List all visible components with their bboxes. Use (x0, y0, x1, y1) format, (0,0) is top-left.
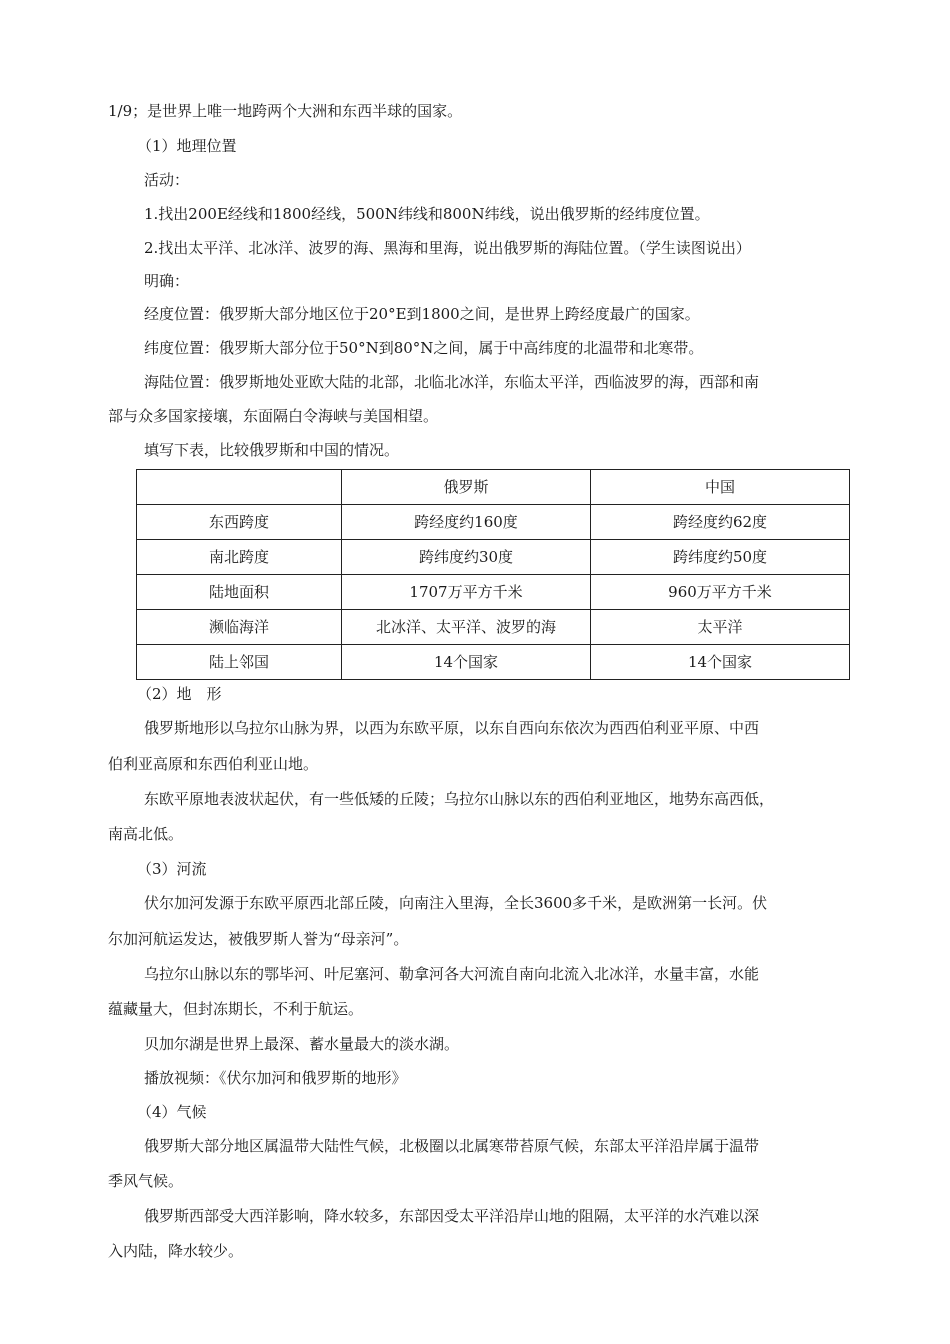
table-cell: 北冰洋、太平洋、波罗的海 (342, 610, 591, 645)
table-cell: 跨纬度约30度 (342, 540, 591, 575)
heading-climate: （4）气候 (137, 1103, 207, 1121)
activity-item-2: 2.找出太平洋、北冰洋、波罗的海、黑海和里海，说出俄罗斯的海陆位置。（学生读图说出） (144, 239, 751, 257)
table-header-cell: 俄罗斯 (342, 470, 591, 505)
paragraph-siberian-rivers-b: 蕴藏量大，但封冻期长，不利于航运。 (108, 1000, 364, 1018)
heading-location: （1）地理位置 (137, 137, 237, 155)
table-cell: 陆上邻国 (137, 645, 342, 680)
table-cell: 960万平方千米 (591, 575, 850, 610)
paragraph-table-intro: 填写下表，比较俄罗斯和中国的情况。 (144, 441, 400, 459)
table-header-cell (137, 470, 342, 505)
paragraph-climate-1b: 季风气候。 (108, 1172, 184, 1190)
paragraph-terrain-1b: 伯利亚高原和东西伯利亚山地。 (108, 755, 319, 773)
paragraph-baikal: 贝加尔湖是世界上最深、蓄水量最大的淡水湖。 (144, 1035, 460, 1053)
table-row (137, 645, 850, 680)
paragraph-siberian-rivers-a: 乌拉尔山脉以东的鄂毕河、叶尼塞河、勒拿河各大河流自南向北流入北冰洋，水量丰富，水能 (144, 965, 760, 983)
table-cell: 太平洋 (591, 610, 850, 645)
table-row (137, 575, 850, 610)
table-cell: 跨经度约160度 (342, 505, 591, 540)
paragraph-climate-1a: 俄罗斯大部分地区属温带大陆性气候，北极圈以北属寒带苔原气候，东部太平洋沿岸属于温带 (144, 1137, 760, 1155)
paragraph-video: 播放视频：《伏尔加河和俄罗斯的地形》 (144, 1069, 407, 1087)
paragraph-sea-land-1: 海陆位置：俄罗斯地处亚欧大陆的北部，北临北冰洋，东临太平洋，西临波罗的海，西部和南 (144, 373, 760, 391)
table-cell: 南北跨度 (137, 540, 342, 575)
table-cell: 跨纬度约50度 (591, 540, 850, 575)
table-cell: 跨经度约62度 (591, 505, 850, 540)
table-cell: 濒临海洋 (137, 610, 342, 645)
label-activity: 活动： (144, 171, 190, 189)
paragraph-intro: 1/9；是世界上唯一地跨两个大洲和东西半球的国家。 (108, 102, 463, 120)
paragraph-climate-2a: 俄罗斯西部受大西洋影响，降水较多，东部因受太平洋沿岸山地的阻隔，太平洋的水汽难以深 (144, 1207, 760, 1225)
paragraph-longitude: 经度位置：俄罗斯大部分地区位于20°E到1800之间，是世界上跨经度最广的国家。 (144, 305, 700, 323)
table-header-cell: 中国 (591, 470, 850, 505)
table-row (137, 505, 850, 540)
heading-rivers: （3）河流 (137, 860, 207, 878)
label-clarify: 明确： (144, 272, 190, 290)
table-cell: 1707万平方千米 (342, 575, 591, 610)
paragraph-terrain-2b: 南高北低。 (108, 825, 184, 843)
table-cell: 14个国家 (591, 645, 850, 680)
table-cell: 14个国家 (342, 645, 591, 680)
activity-item-1: 1.找出200E经线和1800经线，500N纬线和800N纬线，说出俄罗斯的经纬度位置。 (144, 205, 710, 223)
paragraph-latitude: 纬度位置：俄罗斯大部分位于50°N到80°N之间，属于中高纬度的北温带和北寒带。 (144, 339, 704, 357)
paragraph-terrain-1a: 俄罗斯地形以乌拉尔山脉为界，以西为东欧平原，以东自西向东依次为西西伯利亚平原、中西 (144, 719, 760, 737)
paragraph-climate-2b: 入内陆，降水较少。 (108, 1242, 244, 1260)
table-row (137, 610, 850, 645)
table-cell: 东西跨度 (137, 505, 342, 540)
table-cell: 陆地面积 (137, 575, 342, 610)
table-row (137, 540, 850, 575)
heading-terrain: （2）地 形 (137, 685, 222, 703)
paragraph-volga-b: 尔加河航运发达，被俄罗斯人誉为“母亲河”。 (108, 930, 409, 948)
paragraph-terrain-2a: 东欧平原地表波状起伏，有一些低矮的丘陵；乌拉尔山脉以东的西伯利亚地区，地势东高西低， (144, 790, 775, 808)
paragraph-volga-a: 伏尔加河发源于东欧平原西北部丘陵，向南注入里海，全长3600多千米，是欧洲第一长河。伏 (144, 894, 768, 912)
comparison-table (136, 469, 850, 680)
table-header-row (137, 470, 850, 505)
paragraph-sea-land-2: 部与众多国家接壤，东面隔白令海峡与美国相望。 (108, 407, 439, 425)
